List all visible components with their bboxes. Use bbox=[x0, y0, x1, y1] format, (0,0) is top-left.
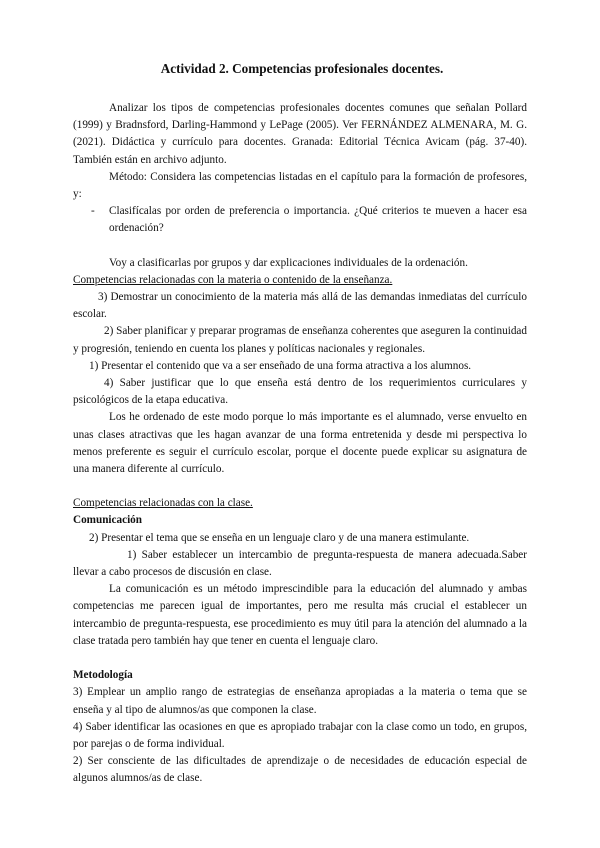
section1-item-1: 1) Presentar el contenido que va a ser enseñado de una forma atractiva a los alumnos. bbox=[89, 359, 472, 372]
section1-item-4: 4) Saber justificar que lo que enseña está dentro de los requerimientos curriculares y psicológicos de la etapa educativa. bbox=[73, 377, 527, 407]
spacer bbox=[73, 238, 527, 255]
spacer bbox=[73, 478, 527, 495]
methodology-item-3: 3) Emplear un amplio rango de estrategias de enseñanza apropiadas a la materia o tema que se enseña y al tipo de alumnos/as que componen la clase. bbox=[73, 686, 527, 716]
bullet-text: Clasifícalas por orden de preferencia o importancia. ¿Qué criterios te mueven a hacer esa ordenación? bbox=[109, 205, 527, 235]
communication-heading: Comunicación bbox=[73, 514, 142, 527]
section1-heading: Competencias relacionadas con la materia o contenido de la enseñanza. bbox=[73, 273, 393, 286]
section1-item-3: 3) Demostrar un conocimiento de la materia más allá de las demandas inmediatas del currículo escolar. bbox=[73, 291, 527, 321]
section1-explanation: Los he ordenado de este modo porque lo más importante es el alumnado, verse envuelto en unas clases atractivas que les hagan avanzar de una forma entretenida y desde mi perspectiva lo menos preferente es seguir el currículo escolar, porque el docente puede explicar su asignatura de una manera diferente al currículo. bbox=[73, 411, 527, 476]
bullet-mark: - bbox=[91, 205, 95, 218]
methodology-heading: Metodología bbox=[73, 669, 133, 682]
communication-item-1: 1) Saber establecer un intercambio de pregunta-respuesta de manera adecuada.Saber llevar a cabo procesos de discusión en clase. bbox=[73, 548, 527, 579]
section1-item-2: 2) Saber planificar y preparar programas de enseñanza coherentes que aseguren la continuidad y progresión, teniendo en cuenta los planes y políticas nacionales y regionales. bbox=[73, 325, 527, 355]
method-paragraph: Método: Considera las competencias listadas en el capítulo para la formación de profesores, y: bbox=[73, 170, 527, 201]
document-body bbox=[73, 60, 527, 788]
communication-explanation: La comunicación es un método imprescindible para la educación del alumnado y ambas competencias me parecen igual de importantes, pero me resulta más crucial el establecer un intercambio de pregunta-respuesta, ese procedimiento es muy útil para la atención del alumnado a la clase tratada pero también hay que tener en cuenta el lenguaje claro. bbox=[73, 583, 527, 647]
spacer bbox=[73, 650, 527, 667]
methodology-item-2: 2) Ser consciente de las dificultades de aprendizaje o de necesidades de educación especial de algunos alumnos/as de clase. bbox=[73, 755, 527, 785]
intro-paragraph: Analizar los tipos de competencias profesionales docentes comunes que señalan Pollard (1999) y Bradnsford, Darling-Hammond y LePage (2005). Ver FERNÁNDEZ ALMENARA, M. G. (2021). Didáctica y currículo para docentes. Granada: Editorial Técnica Avicam (pág. 37-40). También están en archivo adjunto. bbox=[73, 102, 527, 166]
methodology-item-4: 4) Saber identificar las ocasiones en que es apropiado trabajar con la clase como un todo, en grupos, por parejas o de forma individual. bbox=[73, 720, 527, 750]
task-bullet bbox=[91, 203, 527, 237]
document-title: Actividad 2. Competencias profesionales docentes. bbox=[160, 61, 444, 76]
classify-intro: Voy a clasificarlas por grupos y dar explicaciones individuales de la ordenación. bbox=[109, 256, 468, 269]
communication-item-2: 2) Presentar el tema que se enseña en un lenguaje claro y de una manera estimulante. bbox=[89, 531, 470, 544]
section2-heading: Competencias relacionadas con la clase. bbox=[73, 497, 253, 510]
